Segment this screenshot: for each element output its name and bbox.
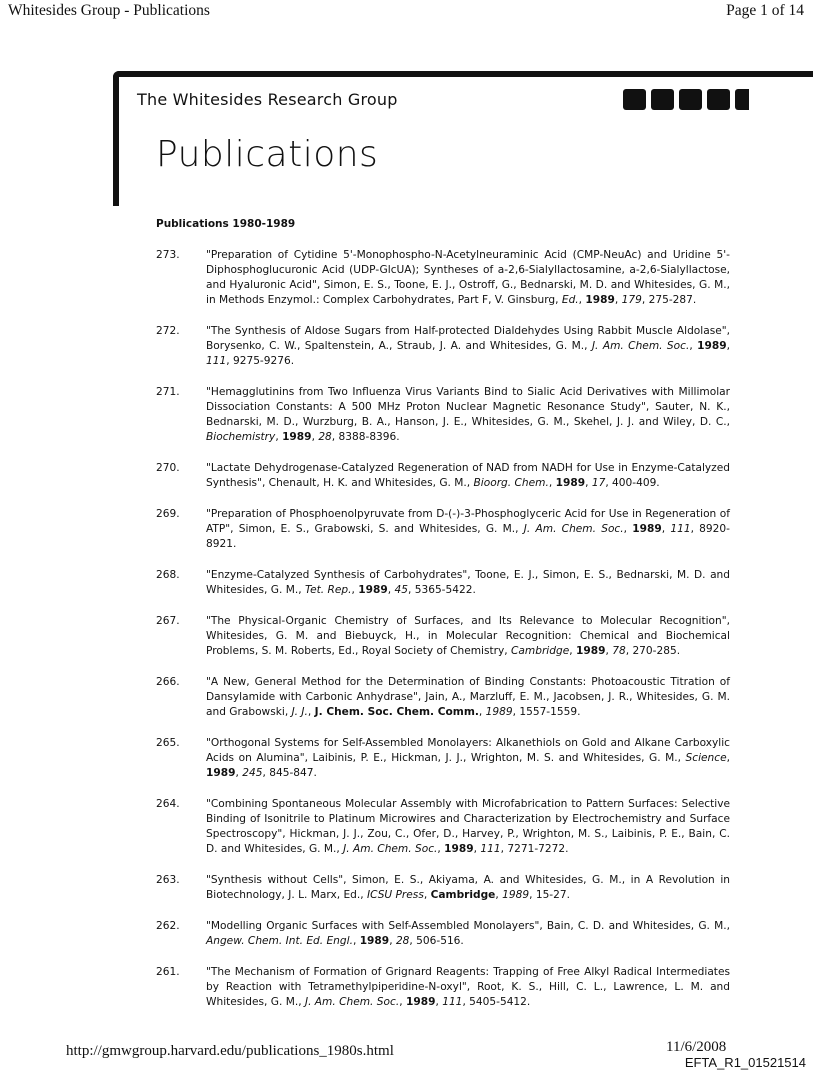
publication-entry xyxy=(156,797,730,857)
citation-bold: 1989 xyxy=(206,767,236,779)
citation-bold: 1989 xyxy=(632,523,662,535)
publication-entry xyxy=(156,507,730,552)
publication-citation xyxy=(206,614,730,659)
document-id: EFTA_R1_01521514 xyxy=(684,1055,806,1070)
banner-title: Publications xyxy=(156,134,379,175)
citation-text: , xyxy=(585,477,592,489)
citation-italic: Ed. xyxy=(561,294,579,306)
citation-text: , 7271-7272. xyxy=(500,843,569,855)
citation-text: , xyxy=(548,477,556,489)
publication-entry xyxy=(156,324,730,369)
footer-date: 11/6/2008 xyxy=(666,1039,727,1055)
citation-text: "Preparation of Phosphoenolpyruvate from D-(-)-3-Phosphoglyceric Acid for Use in Regeneration of ATP", Simon, E. S., Grabowski, S. and Whitesides, G. M., xyxy=(206,508,730,535)
citation-text: , xyxy=(578,294,586,306)
citation-text: , xyxy=(423,889,431,901)
publication-entry xyxy=(156,919,730,949)
citation-italic: 1989 xyxy=(502,889,530,901)
banner-square xyxy=(679,89,702,110)
banner-squares xyxy=(623,89,749,110)
publication-citation xyxy=(206,736,730,781)
citation-text: , xyxy=(569,645,576,657)
publication-entry xyxy=(156,873,730,903)
publication-number: 270. xyxy=(156,462,180,474)
publication-number: 273. xyxy=(156,249,180,261)
publication-entry xyxy=(156,614,730,659)
citation-italic: J. J. xyxy=(291,706,308,718)
banner-side-rule xyxy=(113,71,119,206)
citation-text: , 8388-8396. xyxy=(331,431,400,443)
citation-text: , xyxy=(661,523,671,535)
citation-text: , xyxy=(307,706,315,718)
citation-bold: 1989 xyxy=(282,431,312,443)
publication-number: 266. xyxy=(156,676,180,688)
citation-italic: Biochemistry xyxy=(206,431,276,443)
publication-citation xyxy=(206,919,730,949)
banner-top-rule xyxy=(113,71,813,77)
publication-citation xyxy=(206,873,730,903)
publication-citation xyxy=(206,568,730,598)
citation-italic: 78 xyxy=(612,645,626,657)
publication-entry xyxy=(156,965,730,1010)
citation-text: , 400-409. xyxy=(605,477,660,489)
publication-number: 272. xyxy=(156,325,180,337)
citation-bold: 1989 xyxy=(444,843,474,855)
citation-text: , xyxy=(352,935,360,947)
citation-italic: 111 xyxy=(442,996,463,1008)
citation-text: , 506-516. xyxy=(409,935,464,947)
publication-citation xyxy=(206,675,730,720)
citation-text: , xyxy=(275,431,283,443)
citation-italic: Science xyxy=(685,752,727,764)
citation-italic: 111 xyxy=(206,355,227,367)
citation-text: , xyxy=(473,843,481,855)
citation-italic: 179 xyxy=(621,294,642,306)
citation-text: , xyxy=(726,340,730,352)
citation-text: , xyxy=(311,431,319,443)
publication-entry xyxy=(156,248,730,308)
citation-text: , 9275-9276. xyxy=(226,355,295,367)
publication-citation xyxy=(206,797,730,857)
citation-bold: 1989 xyxy=(358,584,388,596)
citation-bold: 1989 xyxy=(405,996,436,1008)
citation-italic: 17 xyxy=(591,477,606,489)
publication-number: 262. xyxy=(156,920,180,932)
citation-text: , 275-287. xyxy=(641,294,697,306)
publication-list xyxy=(156,248,730,1026)
banner-square xyxy=(707,89,730,110)
citation-italic: J. Am. Chem. Soc. xyxy=(343,843,438,855)
citation-text: , xyxy=(605,645,613,657)
publication-number: 264. xyxy=(156,798,180,810)
citation-bold: 1989 xyxy=(359,935,390,947)
citation-text: "Synthesis without Cells", Simon, E. S., Akiyama, A. and Whitesides, G. M., in A Revolution in Biotechnology, J. L. Marx, Ed., xyxy=(206,874,730,901)
page-header-title: Whitesides Group - Publications xyxy=(8,2,210,19)
footer-url: http://gmwgroup.harvard.edu/publications_1980s.html xyxy=(66,1043,394,1059)
citation-text: "Combining Spontaneous Molecular Assembly with Microfabrication to Pattern Surfaces: Selective Binding of Isonitrile to Platinum Microwires and Characterization by Electrochemistry and Surface Spectroscopy", Hickman, J. J., Zou, C., Ofer, D., Harvey, P., Wrighton, M. S., Laibinis, P. E., Bain, C. D. and Whitesides, G. M., xyxy=(206,798,730,855)
citation-italic: J. Am. Chem. Soc. xyxy=(523,523,624,535)
citation-text: "The Synthesis of Aldose Sugars from Half-protected Dialdehydes Using Rabbit Muscle Aldolase", Borysenko, C. W., Spaltenstein, A., Straub, J. A. and Whitesides, G. M., xyxy=(206,325,730,352)
citation-text: "Hemagglutinins from Two Influenza Virus Variants Bind to Sialic Acid Derivatives with Millimolar Dissociation Constants: A 500 MHz Proton Nuclear Magnetic Resonance Study", Sauter, N. K., Bednarski, M. D., Wurzburg, B. A., Hanson, J. E., Whitesides, G. M., Skehel, J. J. and Wiley, D. C., xyxy=(206,386,730,428)
citation-text: , xyxy=(495,889,503,901)
citation-text: , 845-847. xyxy=(262,767,317,779)
citation-text: , xyxy=(435,996,443,1008)
citation-text: , xyxy=(478,706,486,718)
citation-text: "Orthogonal Systems for Self-Assembled Monolayers: Alkanethiols on Gold and Alkane Carboxylic Acids on Alumina", Laibinis, P. E., Hickman, J. J., Wrighton, M. S. and Whitesides, G. M., xyxy=(206,737,730,764)
citation-text: , xyxy=(387,584,395,596)
citation-italic: 1989 xyxy=(485,706,513,718)
publication-number: 268. xyxy=(156,569,180,581)
citation-text: , xyxy=(389,935,396,947)
publication-entry xyxy=(156,461,730,491)
publication-entry xyxy=(156,736,730,781)
citation-text: , xyxy=(689,340,698,352)
citation-italic: Bioorg. Chem. xyxy=(473,477,549,489)
publication-citation xyxy=(206,385,730,445)
citation-bold: 1989 xyxy=(555,477,586,489)
citation-bold: 1989 xyxy=(697,340,727,352)
citation-text: , 5365-5422. xyxy=(407,584,476,596)
citation-italic: Angew. Chem. Int. Ed. Engl. xyxy=(206,935,353,947)
citation-bold: J. Chem. Soc. Chem. Comm. xyxy=(314,706,479,718)
citation-text: "Preparation of Cytidine 5'-Monophospho-N-Acetylneuraminic Acid (CMP-NeuAc) and Uridine 5'-Diphosphoglucuronic Acid (UDP-GlcUA); Syntheses of a-2,6-Sialyllactosamine, a-2,6-Sialyllactose, and Hyaluronic Acid", Simon, E. S., Toone, E. J., Ostroff, G., Bednarski, M. D. and Whitesides, G. M., in Methods Enzymol.: Complex Carbohydrates, Part F, V. Ginsburg, xyxy=(206,249,730,306)
banner-subtitle: The Whitesides Research Group xyxy=(137,90,398,109)
citation-text: "Modelling Organic Surfaces with Self-Assembled Monolayers", Bain, C. D. and Whitesides, G. M., xyxy=(206,920,730,932)
citation-italic: 28 xyxy=(395,935,410,947)
citation-text: , 8920-8921. xyxy=(206,523,730,550)
citation-text: "A New, General Method for the Determination of Binding Constants: Photoacoustic Titration of Dansylamide with Carbonic Anhydrase", Jain, A., Marzluff, E. M., Jacobsen, J. R., Whitesides, G. M. and Grabowski, xyxy=(206,676,730,718)
banner-square xyxy=(651,89,674,110)
publication-number: 271. xyxy=(156,386,180,398)
citation-italic: Tet. Rep. xyxy=(304,584,352,596)
citation-text: "The Physical-Organic Chemistry of Surfaces, and Its Relevance to Molecular Recognition", Whitesides, G. M. and Biebuyck, H., in Molecular Recognition: Chemical and Biochemical Problems, S. M. Roberts, Ed., Royal Society of Chemistry, xyxy=(206,615,730,657)
section-title: Publications 1980-1989 xyxy=(156,218,296,230)
publication-number: 261. xyxy=(156,966,180,978)
publication-number: 269. xyxy=(156,508,180,520)
citation-italic: ICSU Press xyxy=(366,889,424,901)
page-number: Page 1 of 14 xyxy=(726,2,804,19)
citation-bold: 1989 xyxy=(575,645,606,657)
citation-italic: 28 xyxy=(318,431,332,443)
publication-citation xyxy=(206,461,730,491)
citation-text: , xyxy=(614,294,622,306)
publication-number: 263. xyxy=(156,874,180,886)
publication-entry xyxy=(156,385,730,445)
citation-text: , 5405-5412. xyxy=(462,996,531,1008)
citation-text: , xyxy=(437,843,445,855)
citation-bold: Cambridge xyxy=(430,889,496,901)
citation-text: , 270-285. xyxy=(625,645,681,657)
citation-italic: J. Am. Chem. Soc. xyxy=(591,340,690,352)
citation-text: "Lactate Dehydrogenase-Catalyzed Regeneration of NAD from NADH for Use in Enzyme-Catalyzed Synthesis", Chenault, H. K. and Whitesides, G. M., xyxy=(206,462,730,489)
citation-italic: J. Am. Chem. Soc. xyxy=(304,996,400,1008)
publication-entry xyxy=(156,568,730,598)
citation-text: , xyxy=(399,996,406,1008)
citation-italic: 111 xyxy=(670,523,691,535)
publication-citation xyxy=(206,965,730,1010)
citation-text: "Enzyme-Catalyzed Synthesis of Carbohydrates", Toone, E. J., Simon, E. S., Bednarski, M. D. and Whitesides, G. M., xyxy=(206,569,730,596)
citation-text: , xyxy=(623,523,633,535)
publication-number: 265. xyxy=(156,737,180,749)
citation-text: , 1557-1559. xyxy=(512,706,581,718)
citation-text: , xyxy=(235,767,243,779)
publication-citation xyxy=(206,248,730,308)
citation-italic: 111 xyxy=(480,843,501,855)
citation-text: , xyxy=(351,584,359,596)
banner-square xyxy=(623,89,646,110)
citation-text: "The Mechanism of Formation of Grignard Reagents: Trapping of Free Alkyl Radical Intermediates by Reaction with Tetramethylpiperidine-N-oxyl", Root, K. S., Hill, C. L., Lawrence, L. M. and Whitesides, G. M., xyxy=(206,966,730,1008)
publication-entry xyxy=(156,675,730,720)
citation-italic: 45 xyxy=(394,584,408,596)
publication-number: 267. xyxy=(156,615,180,627)
citation-text: , 15-27. xyxy=(529,889,570,901)
citation-italic: Cambridge xyxy=(511,645,570,657)
publication-citation xyxy=(206,324,730,369)
citation-italic: 245 xyxy=(242,767,263,779)
citation-bold: 1989 xyxy=(585,294,615,306)
publication-citation xyxy=(206,507,730,552)
banner-square xyxy=(735,89,749,110)
citation-text: , xyxy=(726,752,730,764)
